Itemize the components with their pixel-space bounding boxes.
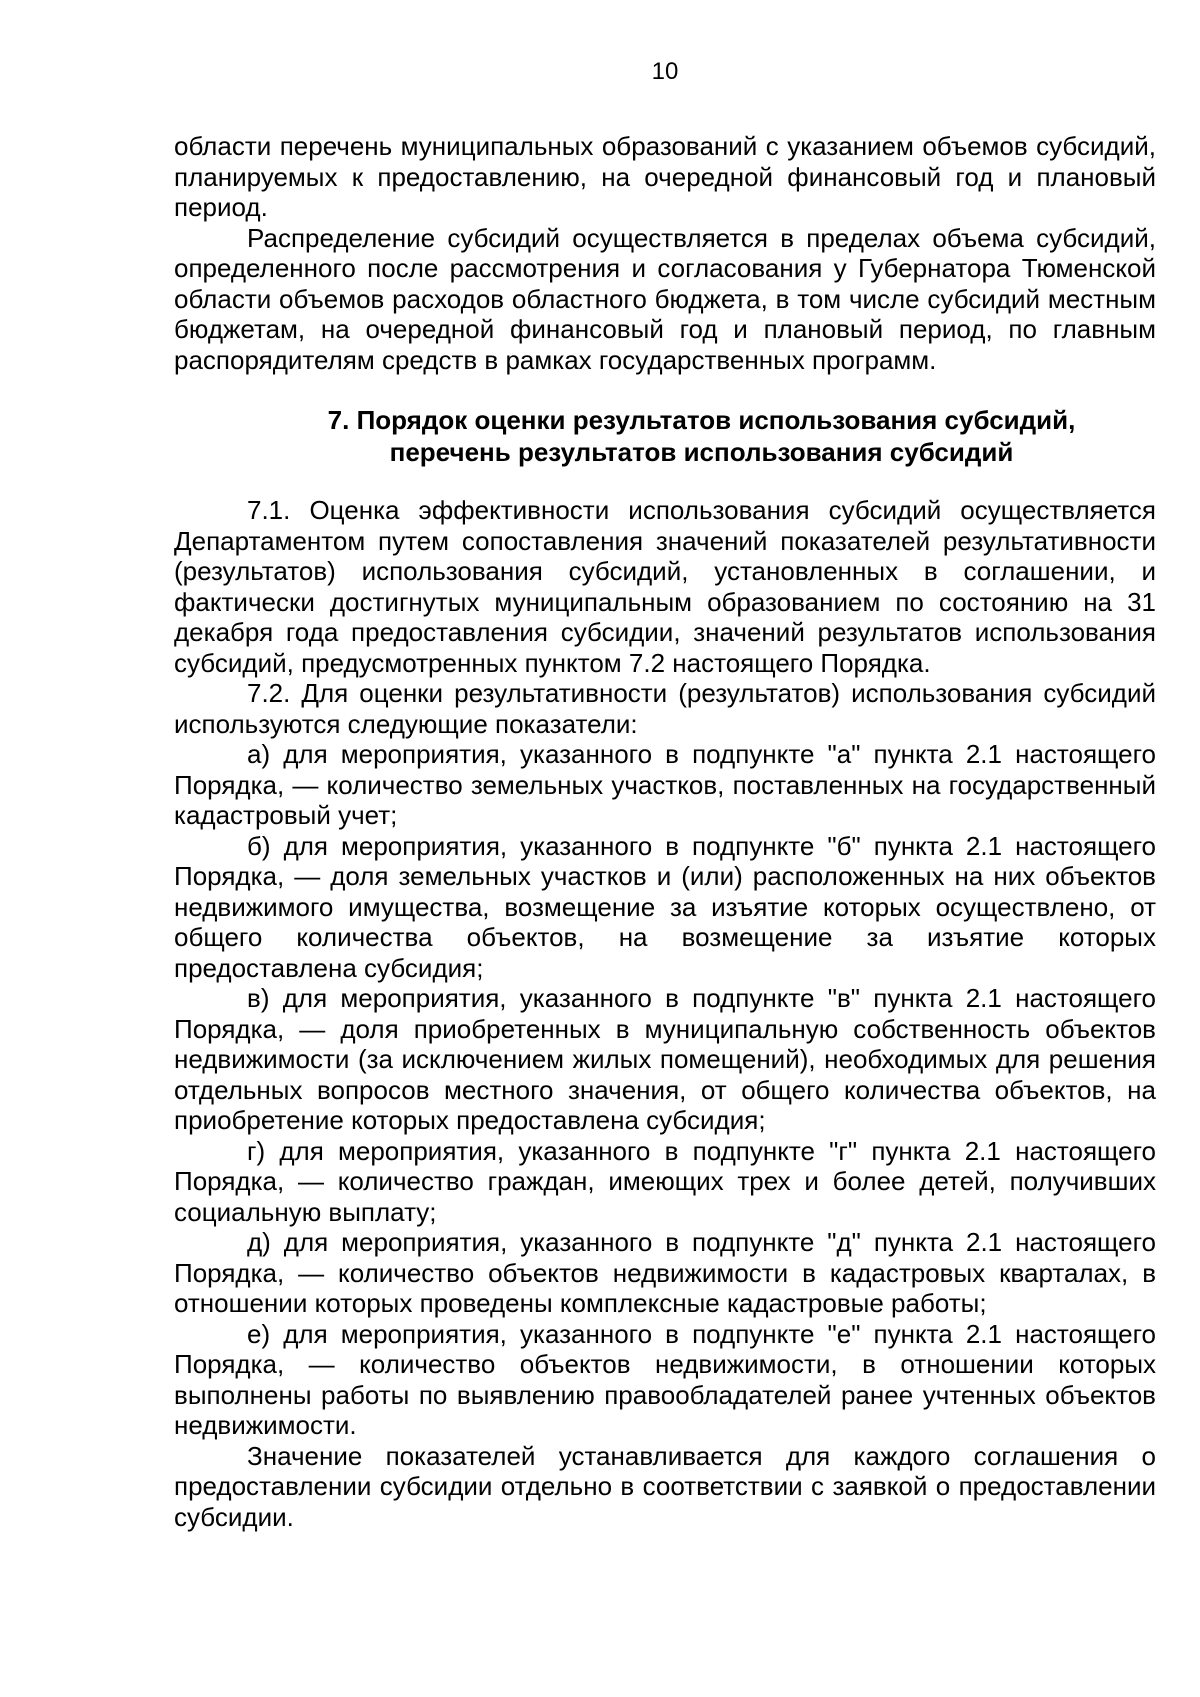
document-body [174, 131, 1156, 1532]
paragraph-indicator-values: Значение показателей устанавливается для каждого соглашения о предоставлении субсидии отдельно в соответствии с заявкой о предоставлении субсидии. [174, 1440, 1156, 1532]
section-heading-line-2: перечень результатов использования субсидий [389, 437, 1014, 467]
paragraph-7-1: 7.1. Оценка эффективности использования субсидий осуществляется Департаментом путем сопоставления значений показателей результативности (результатов) использования субсидий, установленных в соглашении, и фактически достигнутых муниципальным образованием по состоянию на 31 декабря года предоставления субсидии, значений результатов использования субсидий, предусмотренных пунктом 7.2 настоящего Порядка. [174, 495, 1156, 678]
paragraph-7-2: 7.2. Для оценки результативности (результатов) использования субсидий используются следующие показатели: [174, 678, 1156, 739]
indicator-item-b: б) для мероприятия, указанного в подпункте "б" пункта 2.1 настоящего Порядка, — доля земельных участков и (или) расположенных на них объектов недвижимого имущества, возмещение за изъятие которых осуществлено, от общего количества объектов, на возмещение за изъятие которых предоставлена субсидия; [174, 830, 1156, 983]
section-heading [174, 404, 1156, 468]
section-heading-line-1: 7. Порядок оценки результатов использования субсидий, [327, 405, 1076, 435]
indicator-item-e: е) для мероприятия, указанного в подпункте "е" пункта 2.1 настоящего Порядка, — количество объектов недвижимости, в отношении которых выполнены работы по выявлению правообладателей ранее учтенных объектов недвижимости. [174, 1318, 1156, 1440]
paragraph-continuation: области перечень муниципальных образований с указанием объемов субсидий, планируемых к предоставлению, на очередной финансовый год и плановый период. [174, 131, 1156, 222]
indicator-item-d: д) для мероприятия, указанного в подпункте "д" пункта 2.1 настоящего Порядка, — количество объектов недвижимости в кадастровых кварталах, в отношении которых проведены комплексные кадастровые работы; [174, 1227, 1156, 1318]
indicator-item-a: а) для мероприятия, указанного в подпункте "а" пункта 2.1 настоящего Порядка, — количество земельных участков, поставленных на государственный кадастровый учет; [174, 739, 1156, 830]
page-number: 10 [651, 58, 679, 85]
indicator-item-v: в) для мероприятия, указанного в подпункте "в" пункта 2.1 настоящего Порядка, — доля приобретенных в муниципальную собственность объектов недвижимости (за исключением жилых помещений), необходимых для решения отдельных вопросов местного значения, от общего количества объектов, на приобретение которых предоставлена субсидия; [174, 983, 1156, 1135]
indicator-item-g: г) для мероприятия, указанного в подпункте "г" пункта 2.1 настоящего Порядка, — количество граждан, имеющих трех и более детей, получивших социальную выплату; [174, 1135, 1156, 1227]
paragraph-subsidy-distribution: Распределение субсидий осуществляется в пределах объема субсидий, определенного после рассмотрения и согласования у Губернатора Тюменской области объемов расходов областного бюджета, в том числе субсидий местным бюджетам, на очередной финансовый год и плановый период, по главным распорядителям средств в рамках государственных программ. [174, 222, 1156, 375]
